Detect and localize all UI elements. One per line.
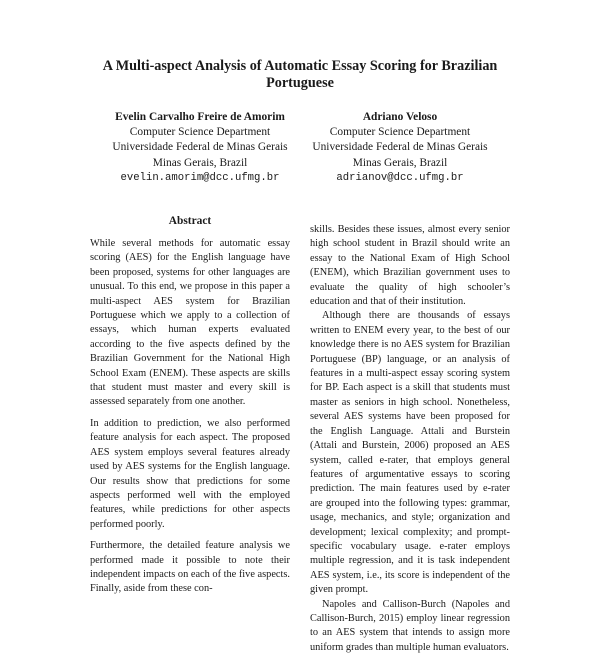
author-block-2 bbox=[300, 110, 500, 186]
author-university: Universidade Federal de Minas Gerais bbox=[112, 141, 288, 154]
author-name: Adriano Veloso bbox=[362, 111, 438, 123]
author-department: Computer Science Department bbox=[129, 126, 271, 139]
abstract-paragraph: In addition to prediction, we also performed feature analysis for each aspect. The proposed AES system employs several features already used by AES systems for the English language. Our results show that predictions for some aspects performed well with the employed features, while predictions for other aspects performed poorly. bbox=[90, 417, 290, 530]
title-line-2: Portuguese bbox=[266, 75, 334, 91]
author-location: Minas Gerais, Brazil bbox=[152, 156, 248, 169]
author-block-1 bbox=[100, 110, 300, 186]
body-paragraph: Although there are thousands of essays written to ENEM every year, to the best of our knowledge there is no AES system for Brazilian Portuguese (BP) language, or an analysis of features in a multi-aspect essay scoring system for BP. Each aspect is a skill that students must master as seniors in high school. Nonetheless, several AES systems have been proposed for the English Language. Attali and Burstein (Attali and Burstein, 2006) proposed an AES system, called e-rater, that employs general features of argumentative essays to scoring prediction. The main features used by e-rater are grouped into the following types: grammar, usage, mechanics, and style; organization and development; lexical complexity; and prompt-specific vocabulary usage. e-rater employs multiple regression, and it is task independent AES system, i.e., its score is independent of the given prompt. bbox=[310, 310, 510, 596]
abstract-paragraph: Furthermore, the detailed feature analysis we performed made it possible to note their independent impacts on each of the five aspects. Finally, aside from these con- bbox=[90, 540, 290, 595]
abstract-column bbox=[90, 237, 290, 604]
paper-title bbox=[60, 58, 540, 92]
author-university: Universidade Federal de Minas Gerais bbox=[312, 141, 488, 154]
body-paragraph: Napoles and Callison-Burch (Napoles and Callison-Burch, 2015) employ linear regression to an AES system that intends to assign more uniform grades than multiple human evaluators. bbox=[310, 598, 510, 653]
author-email: evelin.amorim@dcc.ufmg.br bbox=[120, 171, 280, 184]
title-line-1: A Multi-aspect Analysis of Automatic Essay Scoring for Brazilian bbox=[102, 58, 498, 74]
author-department: Computer Science Department bbox=[329, 126, 471, 139]
body-paragraph: skills. Besides these issues, almost every senior high school student in Brazil should write an essay to the National Exam of High School (ENEM), which Brazilian government uses to evaluate the quality of high schooler’s education and that of their institution. bbox=[310, 224, 510, 308]
body-column bbox=[310, 223, 510, 655]
author-email: adrianov@dcc.ufmg.br bbox=[336, 171, 464, 184]
author-name: Evelin Carvalho Freire de Amorim bbox=[115, 111, 285, 123]
author-location: Minas Gerais, Brazil bbox=[352, 156, 448, 169]
abstract-heading: Abstract bbox=[168, 215, 212, 227]
abstract-paragraph: While several methods for automatic essay scoring (AES) for the English language have been proposed, systems for other languages are unusual. To this end, we propose in this paper a multi-aspect AES system for Brazilian Portuguese which we apply to a collection of essays, which human experts evaluated according to the five aspects defined by the Brazilian Government for the National High School Exam (ENEM). These aspects are skills that student must master and every skill is assessed separately from one another. bbox=[90, 238, 290, 408]
